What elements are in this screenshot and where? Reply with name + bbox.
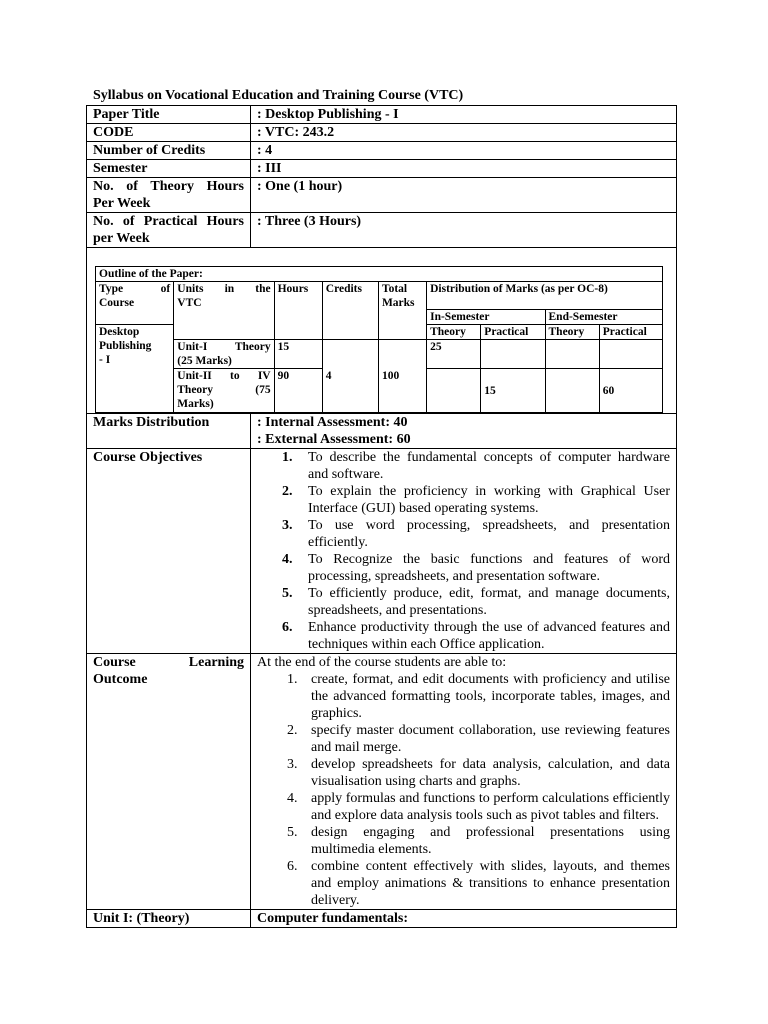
objective-item-text: To explain the proficiency in working with Graphical User Interface (GUI) based operating systems. bbox=[308, 484, 670, 516]
outcome-item-text: combine content effectively with slides, layouts, and themes and employ animations & transitions to enhance presentation delivery. bbox=[311, 859, 670, 908]
paper-title-label: Paper Title bbox=[87, 106, 251, 124]
row-paper-title bbox=[87, 106, 677, 124]
course-type-line3: - I bbox=[99, 354, 111, 366]
unit1-in-practical bbox=[481, 340, 545, 369]
outcome-item-text: develop spreadsheets for data analysis, calculation, and data visualisation using charts and graphs. bbox=[311, 757, 670, 789]
row-semester bbox=[87, 160, 677, 178]
row-marks-distribution bbox=[87, 414, 677, 449]
objective-item-number: 3. bbox=[282, 518, 293, 533]
unit2-line3: Marks) bbox=[177, 398, 214, 410]
objective-item-text: To efficiently produce, edit, format, and manage documents, spreadsheets, and presentations. bbox=[308, 586, 670, 618]
unit2-end-practical: 60 bbox=[599, 369, 662, 413]
unit2-in-theory bbox=[427, 369, 481, 413]
header-credits: Credits bbox=[322, 282, 378, 340]
theory-hours-label-line1: No. of Theory Hours bbox=[93, 179, 244, 194]
course-objectives-value bbox=[251, 449, 677, 654]
unit1-line2: (25 Marks) bbox=[177, 355, 232, 367]
row-course-objectives bbox=[87, 449, 677, 654]
practical-hours-label bbox=[87, 213, 251, 248]
code-label: CODE bbox=[87, 124, 251, 142]
outline-cell bbox=[87, 248, 677, 414]
header-total-line2: Marks bbox=[381, 297, 415, 309]
course-objectives-label: Course Objectives bbox=[87, 449, 251, 654]
unit1-label bbox=[174, 340, 274, 369]
theory-hours-label-line2: Per Week bbox=[93, 196, 151, 211]
header-in-theory: Theory bbox=[427, 325, 481, 340]
learning-outcome-label bbox=[87, 654, 251, 910]
outcome-item-number: 5. bbox=[287, 825, 298, 840]
objective-item-text: To use word processing, spreadsheets, and presentation efficiently. bbox=[308, 518, 670, 550]
outcome-item bbox=[257, 824, 670, 858]
header-in-practical: Practical bbox=[481, 325, 545, 340]
practical-hours-label-line2: per Week bbox=[93, 231, 150, 246]
header-type-line2: Course bbox=[99, 297, 135, 309]
objective-item-number: 4. bbox=[282, 552, 293, 567]
learning-outcome-label-line2: Outcome bbox=[93, 672, 148, 687]
unit2-line1: Unit-II to IV bbox=[177, 370, 271, 382]
credits-value: : 4 bbox=[251, 142, 677, 160]
outcome-item-text: create, format, and edit documents with proficiency and utilise the advanced formatting tools, incorporate tables, images, and graphics. bbox=[311, 672, 670, 721]
row-unit1 bbox=[87, 910, 677, 928]
unit2-end-theory bbox=[545, 369, 599, 413]
outcome-item bbox=[257, 756, 670, 790]
unit1-theory-value: Computer fundamentals: bbox=[251, 910, 677, 928]
objectives-list bbox=[257, 449, 670, 653]
objective-item-number: 1. bbox=[282, 450, 293, 465]
theory-hours-label bbox=[87, 178, 251, 213]
objective-item-number: 6. bbox=[282, 620, 293, 635]
outcome-item bbox=[257, 790, 670, 824]
outcome-item-number: 2. bbox=[287, 723, 298, 738]
header-units-line1: Units in the bbox=[177, 283, 271, 295]
unit1-end-practical bbox=[599, 340, 662, 369]
learning-outcome-value bbox=[251, 654, 677, 910]
unit1-end-theory bbox=[545, 340, 599, 369]
header-distribution: Distribution of Marks (as per OC-8) bbox=[427, 282, 663, 310]
objective-item bbox=[257, 517, 670, 551]
code-value: : VTC: 243.2 bbox=[251, 124, 677, 142]
row-theory-hours bbox=[87, 178, 677, 213]
unit2-hours: 90 bbox=[274, 369, 322, 413]
objective-item-text: To describe the fundamental concepts of computer hardware and software. bbox=[308, 450, 670, 482]
course-type bbox=[96, 325, 174, 413]
header-total-marks bbox=[378, 282, 426, 340]
row-credits bbox=[87, 142, 677, 160]
outcomes-list bbox=[257, 671, 670, 909]
row-outline bbox=[87, 248, 677, 414]
objective-item-number: 5. bbox=[282, 586, 293, 601]
outcome-item bbox=[257, 722, 670, 756]
header-hours: Hours bbox=[274, 282, 322, 340]
header-type-line1: Type of bbox=[99, 283, 171, 295]
marks-distribution-value bbox=[251, 414, 677, 449]
objective-item bbox=[257, 483, 670, 517]
objective-item bbox=[257, 619, 670, 653]
outcome-item bbox=[257, 858, 670, 909]
marks-distribution-label: Marks Distribution bbox=[87, 414, 251, 449]
outcome-item bbox=[257, 671, 670, 722]
unit1-hours: 15 bbox=[274, 340, 322, 369]
unit1-line1: Unit-I Theory bbox=[177, 341, 271, 353]
outcome-item-text: specify master document collaboration, use reviewing features and mail merge. bbox=[311, 723, 670, 755]
internal-assessment: : Internal Assessment: 40 bbox=[257, 415, 408, 430]
unit2-line2: Theory (75 bbox=[177, 384, 271, 396]
paper-title-value: : Desktop Publishing - I bbox=[251, 106, 677, 124]
course-type-line1: Desktop bbox=[99, 326, 140, 338]
outline-table bbox=[95, 266, 663, 413]
total-marks-value: 100 bbox=[378, 340, 426, 413]
row-practical-hours bbox=[87, 213, 677, 248]
practical-hours-value: : Three (3 Hours) bbox=[251, 213, 677, 248]
objective-item-number: 2. bbox=[282, 484, 293, 499]
semester-label: Semester bbox=[87, 160, 251, 178]
unit1-in-theory: 25 bbox=[427, 340, 481, 369]
row-learning-outcome bbox=[87, 654, 677, 910]
credits-value-cell: 4 bbox=[322, 340, 378, 413]
row-code bbox=[87, 124, 677, 142]
header-end-semester: End-Semester bbox=[545, 310, 662, 325]
external-assessment: : External Assessment: 60 bbox=[257, 432, 411, 447]
unit2-label bbox=[174, 369, 274, 413]
practical-hours-label-line1: No. of Practical Hours bbox=[93, 214, 244, 229]
header-units bbox=[174, 282, 274, 340]
learning-outcome-intro: At the end of the course students are able to: bbox=[257, 655, 507, 670]
unit1-theory-label: Unit I: (Theory) bbox=[87, 910, 251, 928]
outcome-item-number: 4. bbox=[287, 791, 298, 806]
outcome-item-number: 6. bbox=[287, 859, 298, 874]
outcome-item-number: 3. bbox=[287, 757, 298, 772]
header-in-semester: In-Semester bbox=[427, 310, 545, 325]
objective-item bbox=[257, 585, 670, 619]
syllabus-table bbox=[86, 105, 677, 928]
header-end-theory: Theory bbox=[545, 325, 599, 340]
theory-hours-value: : One (1 hour) bbox=[251, 178, 677, 213]
header-type-of-course bbox=[96, 282, 174, 325]
unit2-in-practical: 15 bbox=[481, 369, 545, 413]
outcome-item-text: apply formulas and functions to perform calculations efficiently and explore data analysis tools such as pivot tables and filters. bbox=[311, 791, 670, 823]
semester-value: : III bbox=[251, 160, 677, 178]
outcome-item-text: design engaging and professional presentations using multimedia elements. bbox=[311, 825, 670, 857]
credits-label: Number of Credits bbox=[87, 142, 251, 160]
header-total-line1: Total bbox=[381, 283, 408, 295]
outcome-item-number: 1. bbox=[287, 672, 298, 687]
header-end-practical: Practical bbox=[599, 325, 662, 340]
objective-item-text: Enhance productivity through the use of advanced features and techniques within each Office application. bbox=[308, 620, 670, 652]
course-type-line2: Publishing bbox=[99, 340, 152, 352]
objective-item bbox=[257, 551, 670, 585]
objective-item bbox=[257, 449, 670, 483]
learning-outcome-label-line1: Course Learning bbox=[93, 655, 244, 670]
objective-item-text: To Recognize the basic functions and features of word processing, spreadsheets, and presentation software. bbox=[308, 552, 670, 584]
document-title: Syllabus on Vocational Education and Training Course (VTC) bbox=[93, 88, 464, 103]
header-units-line2: VTC bbox=[177, 297, 202, 309]
outline-heading: Outline of the Paper: bbox=[96, 267, 663, 282]
